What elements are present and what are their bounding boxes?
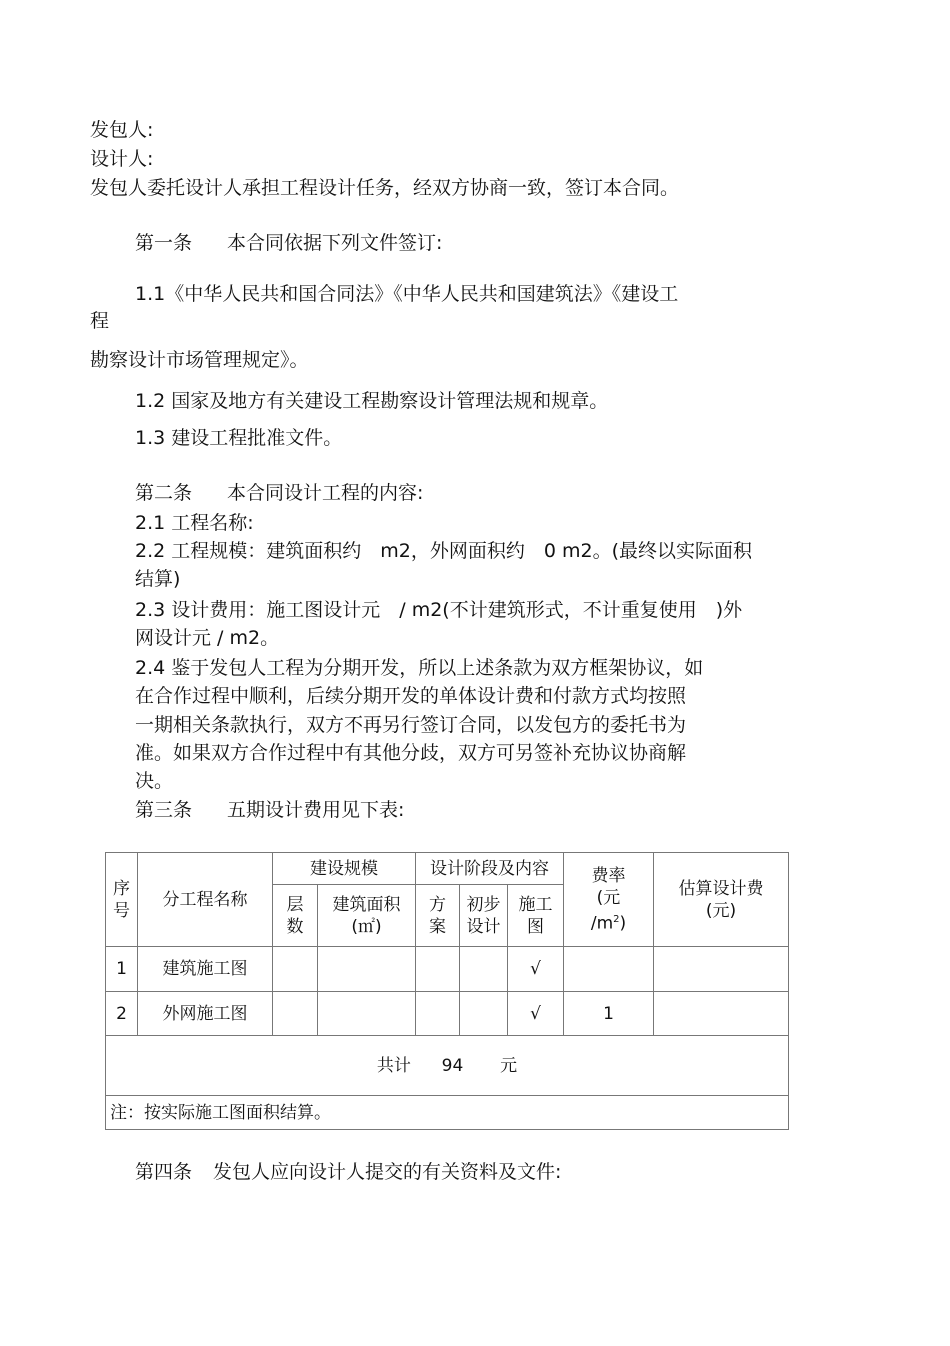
employer-label: 发包人: [90, 119, 154, 141]
total-label: 共计 [376, 1055, 411, 1076]
designer-label: 设计人: [90, 148, 154, 170]
total-row [106, 1036, 789, 1096]
header-rate-line2: (元 [596, 887, 621, 908]
header-rate-sup: 2 [613, 913, 620, 925]
article2-item4-line3: 一期相关条款执行，双方不再另行签订合同，以发包方的委托书为 [135, 714, 687, 736]
article4-title: 第四条 [135, 1161, 193, 1183]
article2-item4-line4: 准。如果双方合作过程中有其他分歧，双方可另签补充协议协商解 [135, 742, 687, 764]
row2-construction: √ [508, 992, 564, 1036]
article2-item4-line1: 2.4 鉴于发包人工程为分期开发，所以上述条款为双方框架协议，如 [135, 657, 704, 679]
article2-heading: 本合同设计工程的内容: [227, 482, 424, 504]
header-rate [564, 853, 654, 947]
header-area: 建筑面积 (㎡) [318, 885, 416, 947]
row1-seq: 1 [106, 947, 138, 992]
article2-item4-line5: 决。 [135, 770, 174, 792]
header-estimate [654, 853, 789, 947]
header-rate-unit: /m [590, 913, 614, 934]
header-prelim: 初步 设计 [460, 885, 508, 947]
row2-scheme [416, 992, 460, 1036]
article2-item3-line2: 网设计元 / m2。 [135, 627, 280, 649]
article1-item2: 1.2 国家及地方有关建设工程勘察设计管理法规和规章。 [135, 390, 609, 412]
row2-prelim [460, 992, 508, 1036]
design-fee-table [105, 852, 789, 1130]
table-row [106, 947, 789, 992]
header-estimate-line1: 估算设计费 [678, 878, 764, 899]
row1-estimate [654, 947, 789, 992]
article1-item1-line1: 1.1《中华人民共和国合同法》《中华人民共和国建筑法》《建设工 [135, 283, 679, 305]
header-stage: 设计阶段及内容 [416, 853, 564, 885]
article1-item1-line2: 程 [90, 310, 110, 332]
header-construction: 施工 图 [508, 885, 564, 947]
article2-item2-line2: 结算) [135, 568, 181, 590]
row1-construction: √ [508, 947, 564, 992]
header-scale: 建设规模 [273, 853, 416, 885]
article3-heading: 五期设计费用见下表: [227, 799, 405, 821]
row1-prelim [460, 947, 508, 992]
row2-rate: 1 [564, 992, 654, 1036]
header-scheme: 方 案 [416, 885, 460, 947]
row2-name: 外网施工图 [138, 992, 273, 1036]
article1-item1-line3: 勘察设计市场管理规定》。 [90, 349, 309, 371]
header-rate-line3: $/m^2$) [590, 913, 627, 934]
row2-floors [273, 992, 318, 1036]
header-seq: 序号 [106, 853, 138, 947]
article2-item3-line1: 2.3 设计费用：施工图设计元 / m2(不计建筑形式，不计重复使用 )外 [135, 599, 743, 621]
row1-rate [564, 947, 654, 992]
total-unit: 元 [500, 1055, 518, 1076]
article2-title: 第二条 [135, 482, 193, 504]
table-note: 注：按实际施工图面积结算。 [106, 1096, 789, 1130]
article4-heading: 发包人应向设计人提交的有关资料及文件: [213, 1161, 562, 1183]
row1-area [318, 947, 416, 992]
contract-intro: 发包人委托设计人承担工程设计任务，经双方协商一致，签订本合同。 [90, 177, 680, 199]
article2-item4-line2: 在合作过程中顺利，后续分期开发的单体设计费和付款方式均按照 [135, 685, 687, 707]
article1-heading: 本合同依据下列文件签订: [227, 232, 443, 254]
header-rate-line1: 费率 [591, 865, 626, 886]
row2-seq: 2 [106, 992, 138, 1036]
article2-item1: 2.1 工程名称: [135, 512, 254, 534]
header-floors: 层 数 [273, 885, 318, 947]
row2-estimate [654, 992, 789, 1036]
table-row [106, 992, 789, 1036]
article1-item3: 1.3 建设工程批准文件。 [135, 427, 343, 449]
row2-area [318, 992, 416, 1036]
article1-title: 第一条 [135, 232, 193, 254]
row1-name: 建筑施工图 [138, 947, 273, 992]
article2-item2-line1: 2.2 工程规模：建筑面积约 m2，外网面积约 0 m2。(最终以实际面积 [135, 540, 752, 562]
row1-scheme [416, 947, 460, 992]
header-estimate-line2: (元) [705, 900, 737, 921]
row1-floors [273, 947, 318, 992]
total-value: 94 [441, 1055, 464, 1076]
header-name: 分工程名称 [138, 853, 273, 947]
article3-title: 第三条 [135, 799, 193, 821]
